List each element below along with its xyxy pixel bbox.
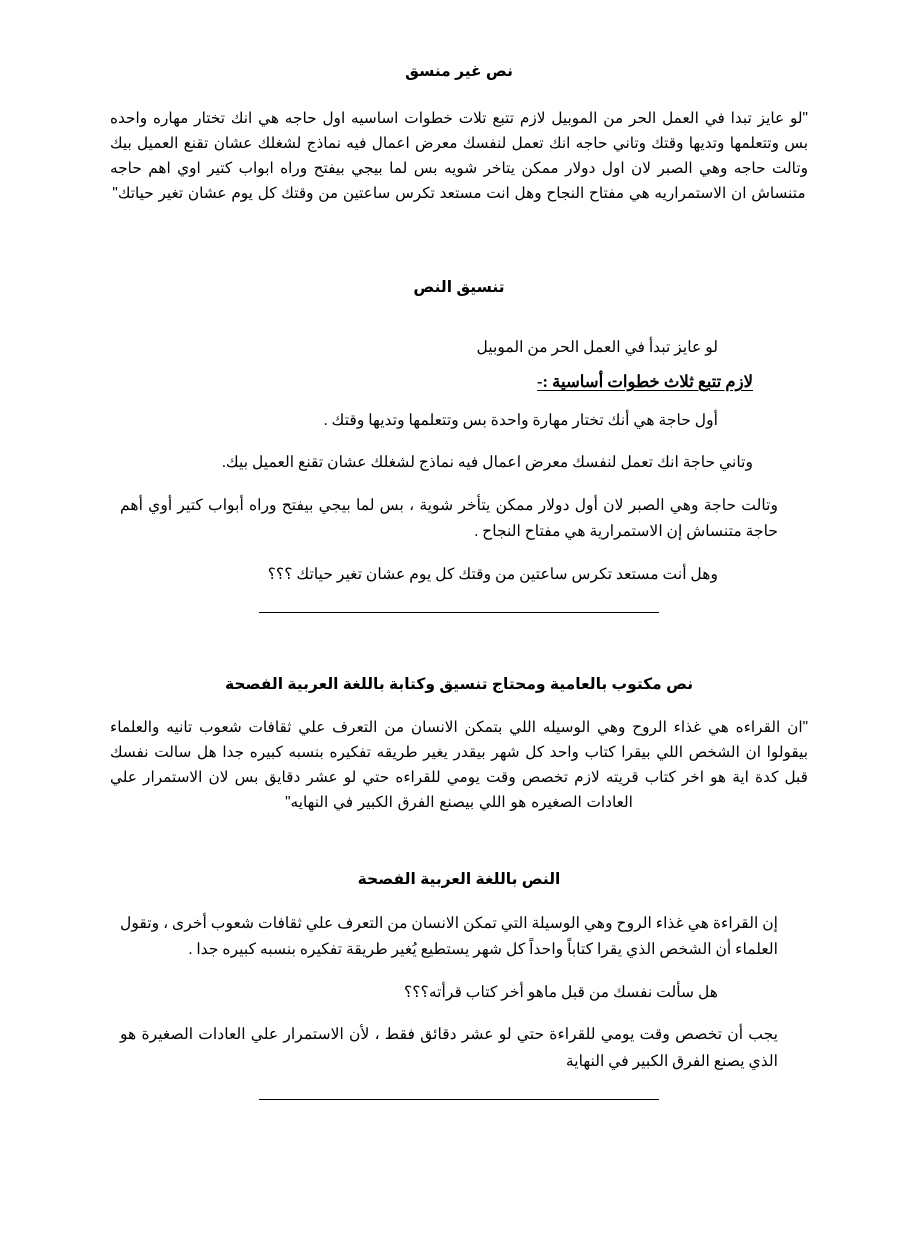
spacer <box>110 1075 808 1099</box>
spacer <box>110 206 808 276</box>
section2-heading: تنسيق النص <box>413 279 505 297</box>
spacer <box>110 392 808 408</box>
section4-paragraph-1: إن القراءة هي غذاء الروح وهي الوسيلة التي تمكن الانسان من التعرف علي ثقافات شعوب أخرى ، وتقول العلماء أن الشخص الذي يقرا كتاباً واحداً كل شهر يستطيع يُغير طريقة تفكيره بنسبه كبيره جدا . <box>120 914 778 959</box>
spacer <box>110 613 808 673</box>
spacer <box>110 546 808 562</box>
spacer <box>110 477 808 493</box>
spacer <box>110 360 808 372</box>
section4-heading: النص باللغة العربية الفصحة <box>357 870 561 888</box>
spacer <box>110 964 808 980</box>
spacer <box>110 300 808 336</box>
spacer <box>110 891 808 911</box>
section2-intro-line: لو عايز تبدأ في العمل الحر من الموبيل <box>476 338 718 356</box>
section2-point-2: وتاني حاجة انك تعمل لنفسك معرض اعمال فيه نماذج لشغلك عشان تقنع العميل بيك. <box>222 454 753 472</box>
spacer <box>110 588 808 612</box>
section2-point-3: وتالت حاجة وهي الصبر لان أول دولار ممكن يتأخر شوية ، بس لما بيجي بيفتح وراه أبواب كتير أوي أهم حاجة متنساش إن الاستمرارية هي مفتاح النجاح . <box>120 496 778 541</box>
section1-heading: نص غير منسق <box>405 63 513 80</box>
section4-paragraph-2: هل سألت نفسك من قبل ماهو أخر كتاب قرأته؟؟؟ <box>403 983 718 1001</box>
section3-heading: نص مكتوب بالعامية ومحتاج تنسيق وكتابة باللغة العربية الفصحة <box>224 676 694 694</box>
spacer <box>110 1006 808 1022</box>
section1-unformatted-quote: "لو عايز تبدا في العمل الحر من الموبيل لازم تتبع تلات خطوات اساسيه اول حاجه هي انك تختار مهاره واحده بس وتتعلمها وتديها وقتك وتاني حاجه انك تعمل لنفسك معرض اعمال فيه نماذج لشغلك عشان تقنع العميل بيك وتالت حاجه وهي الصبر لان اول دولار ممكن يتاخر شويه بس لما بيجي بيفتح وراه ابواب كتير اوي اهم حاجه متنساش ان الاستمراريه هي مفتاح النجاح وهل انت مستعد تكرس ساعتين من وقتك كل يوم عشان تغير حياتك" <box>110 110 808 202</box>
section-divider-1 <box>259 612 659 613</box>
spacer <box>110 434 808 450</box>
section3-unformatted-quote: "ان القراءه هي غذاء الروح وهي الوسيله اللي بتمكن الانسان من التعرف علي ثقافات شعوب تانيه والعلماء بيقولوا ان الشخص اللي بيقرا كتاب واحد كل شهر بيقدر يغير طريقه تفكيره بنسبه كبيره جدا هل سالت نفسك قبل كدة اية هو اخر كتاب قريته لازم تخصص وقت يومي للقراءه حتي لو عشر دقايق بس لان الاستمرار علي العادات الصغيره هو اللي بيصنع الفرق الكبير في النهايه" <box>110 719 808 811</box>
section2-sub-heading: لازم تتبع ثلاث خطوات أساسية :- <box>537 371 753 391</box>
section2-point-4: وهل أنت مستعد تكرس ساعتين من وقتك كل يوم عشان تغير حياتك ؟؟؟ <box>267 565 718 583</box>
section4-paragraph-3: يجب أن تخصص وقت يومي للقراءة حتي لو عشر دقائق فقط ، لأن الاستمرار علي العادات الصغيرة هو الذي يصنع الفرق الكبير في النهاية <box>120 1026 778 1070</box>
spacer <box>110 696 808 716</box>
spacer <box>110 83 808 107</box>
spacer <box>110 816 808 868</box>
section2-point-1: أول حاجة هي أنك تختار مهارة واحدة بس وتتعلمها وتديها وقتك . <box>323 411 718 429</box>
section-divider-2-wrap <box>110 1099 808 1100</box>
section-divider-2 <box>259 1099 659 1100</box>
